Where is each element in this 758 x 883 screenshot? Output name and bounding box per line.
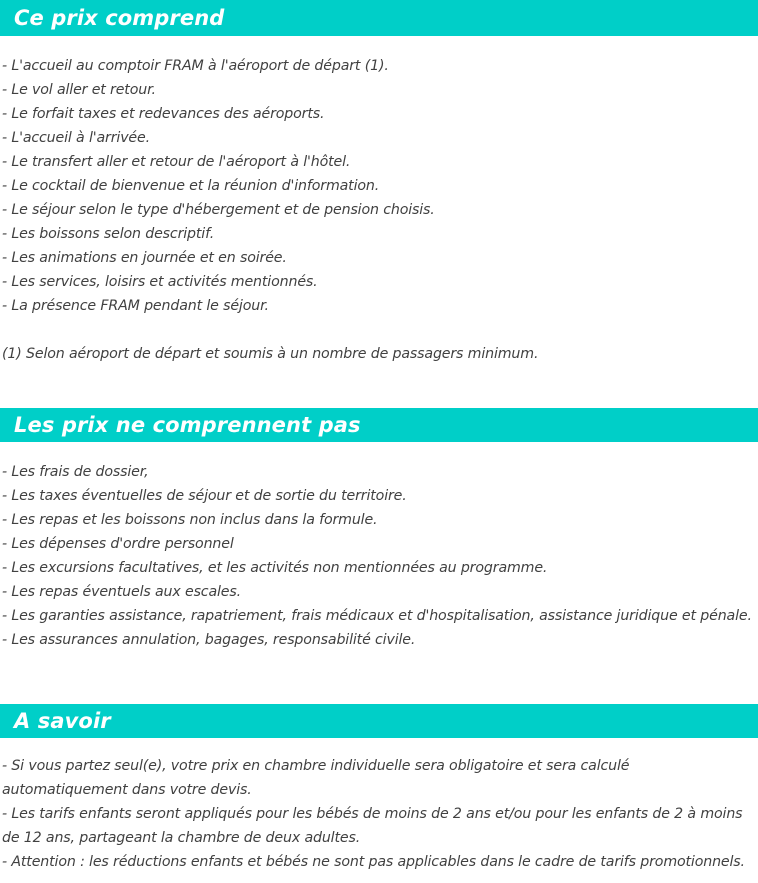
spacer (0, 366, 758, 408)
list-item: - Attention : les réductions enfants et bébés ne sont pas applicables dans le cadre de tarifs promotionnels. (2, 854, 745, 870)
list-item: - Les boissons selon descriptif. (2, 226, 215, 242)
list-item: - Les repas éventuels aux escales. (2, 584, 241, 600)
section-body-a-savoir (0, 754, 758, 874)
list-item: - Le forfait taxes et redevances des aéroports. (2, 106, 325, 122)
list-item: - Les assurances annulation, bagages, responsabilité civile. (2, 632, 416, 648)
spacer (0, 442, 758, 460)
section-body-ce-prix-comprend (0, 54, 758, 366)
section-body-les-prix-ne-comprennent-pas (0, 460, 758, 652)
list-item: - La présence FRAM pendant le séjour. (2, 298, 269, 314)
list-item: - Les animations en journée et en soirée. (2, 250, 287, 266)
section-header-a-savoir (0, 704, 758, 738)
list-item: - Le séjour selon le type d'hébergement et de pension choisis. (2, 202, 435, 218)
list-item: - Si vous partez seul(e), votre prix en chambre individuelle sera obligatoire et sera calculé automatiquement dans votre devis. (2, 758, 630, 798)
list-item: - Les garanties assistance, rapatriement, frais médicaux et d'hospitalisation, assistance juridique et pénale. (2, 608, 752, 624)
spacer (0, 738, 758, 754)
list-item: - L'accueil au comptoir FRAM à l'aéroport de départ (1). (2, 58, 389, 74)
list-item: - Le transfert aller et retour de l'aéroport à l'hôtel. (2, 154, 351, 170)
list-item: - Les tarifs enfants seront appliqués pour les bébés de moins de 2 ans et/ou pour les enfants de 2 à moins de 12 ans, partageant la chambre de deux adultes. (2, 806, 743, 846)
spacer (2, 318, 756, 342)
list-item: - Les excursions facultatives, et les activités non mentionnées au programme. (2, 560, 548, 576)
footnote: (1) Selon aéroport de départ et soumis à un nombre de passagers minimum. (2, 346, 539, 362)
section-header-ce-prix-comprend (0, 0, 758, 36)
list-item: - Les taxes éventuelles de séjour et de sortie du territoire. (2, 488, 407, 504)
section-title: Ce prix comprend (14, 5, 225, 30)
section-title: A savoir (14, 708, 111, 733)
spacer (0, 36, 758, 54)
list-item: - Le vol aller et retour. (2, 82, 156, 98)
section-header-les-prix-ne-comprennent-pas (0, 408, 758, 442)
list-item: - Les frais de dossier, (2, 464, 149, 480)
list-item: - L'accueil à l'arrivée. (2, 130, 150, 146)
list-item: - Le cocktail de bienvenue et la réunion d'information. (2, 178, 380, 194)
section-title: Les prix ne comprennent pas (14, 412, 361, 437)
list-item: - Les services, loisirs et activités mentionnés. (2, 274, 318, 290)
list-item: - Les dépenses d'ordre personnel (2, 536, 234, 552)
list-item: - Les repas et les boissons non inclus dans la formule. (2, 512, 378, 528)
spacer (0, 652, 758, 704)
